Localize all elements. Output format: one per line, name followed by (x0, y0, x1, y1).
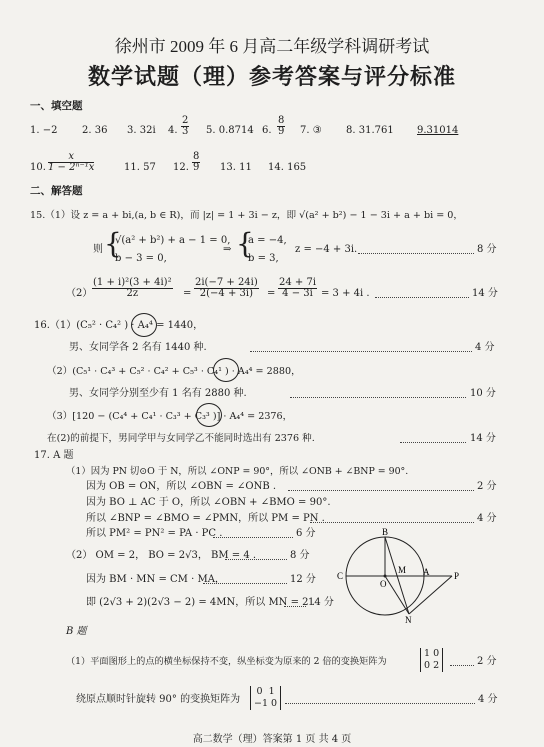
q16-line-1: 16.（1）(C₅² · C₄² ) · A₄⁴ = 1440， (34, 320, 204, 331)
q17-line-7: 因为 BM · MN = CM · MA， (86, 574, 225, 585)
leader-dots (284, 606, 306, 607)
q16-score-3: 14 分 (470, 433, 496, 444)
equals-sign: = (267, 288, 276, 299)
answer-12-fraction: $\frac{8}{9}$ (193, 151, 200, 173)
q17b-score-1: 2 分 (477, 656, 497, 667)
q17-line-1: （1）因为 PN 切⊙O 于 N，所以 ∠ONP = 90°，所以 ∠ONB + ∠BNP = 90°. (66, 466, 409, 477)
label-n: N (405, 615, 412, 625)
q16-score-2: 10 分 (470, 388, 496, 399)
q17-line-6: （2） OM = 2， BO = 2√3， BM = 4 . (66, 550, 257, 561)
q17-line-5: 所以 PM² = PN² = PA · PC . (86, 528, 223, 539)
leader-dots (450, 665, 474, 666)
leader-dots (225, 559, 287, 560)
q16-line-6: 在(2)的前提下，男同学甲与女同学乙不能同时选出有 2376 种. (47, 433, 315, 444)
q16-line-3: （2）(C₅¹ · C₄³ + C₅² · C₄² + C₅³ · C₄¹ ) · A₄⁴ = 2880， (47, 366, 301, 377)
implies-arrow-icon: ⇒ (223, 244, 232, 255)
label-c: C (337, 571, 344, 581)
q16-line-2: 男、女同学各 2 名有 1440 种. (69, 342, 207, 353)
answer-7: 7. ③ (300, 125, 322, 136)
q15-frac-2: $\frac{2i(-7 + 24i)}{2(-4 + 3i)}$ (195, 277, 258, 299)
answer-10-fraction: $\frac{x}{\text{1 − 2ⁿ⁻¹x}}$ (48, 151, 95, 173)
answer-14: 14. 165 (268, 162, 307, 173)
q17b-score-2: 4 分 (478, 694, 498, 705)
exam-title: 徐州市 2009 年 6 月高二年级学科调研考试 (114, 37, 430, 56)
label-b: B (382, 527, 389, 537)
leader-dots (290, 397, 466, 398)
q15-result-a: a = −4, (248, 235, 287, 246)
answer-10-label: 10. (30, 162, 46, 173)
q17-line-4: 所以 ∠BNP = ∠BMO = ∠PMN，所以 PM = PN . (86, 513, 325, 524)
q17-score-4: 8 分 (290, 550, 310, 561)
answer-3: 3. 32i (127, 125, 156, 136)
section-fill-heading: 一、填空题 (30, 100, 83, 112)
matrix-stretch: 1 0 0 2 (420, 648, 443, 672)
answer-6-fraction: $\frac{8}{9}$ (278, 115, 285, 137)
q15-result-b: b = 3, (248, 253, 279, 264)
q15-score-2: 14 分 (472, 288, 498, 299)
leader-dots (203, 583, 287, 584)
section-solve-heading: 二、解答题 (30, 185, 83, 197)
q16-score-1: 4 分 (475, 342, 495, 353)
q16-line-4: 男、女同学分别至少有 1 名有 2880 种. (69, 388, 247, 399)
q17-heading-b: B 题 (66, 626, 87, 637)
q15-then: 则 (93, 244, 103, 255)
q17-line-3: 因为 BO ⊥ AC 于 O，所以 ∠OBN + ∠BMO = 90°. (86, 497, 331, 508)
answer-4-fraction: $\frac{2}{3}$ (182, 115, 189, 137)
circle-tangent-figure (330, 525, 470, 625)
q15-part2-label: （2） (66, 288, 93, 299)
line-o-n (385, 576, 409, 614)
answer-13: 13. 11 (220, 162, 252, 173)
q15-result: = 3 + 4i . (321, 288, 370, 299)
leader-dots (310, 522, 474, 523)
q17-line-8: 即 (2√3 + 2)(2√3 − 2) = 4MN，所以 MN = 2 . (86, 597, 315, 608)
q17-heading-a: 17. A 题 (34, 450, 74, 461)
answer-key-title: 数学试题（理）参考答案与评分标准 (87, 64, 456, 90)
q15-score-1: 8 分 (477, 244, 497, 255)
q17-line-2: 因为 OB = ON，所以 ∠OBN = ∠ONB . (86, 481, 277, 492)
circled-mark (196, 403, 222, 427)
label-a: A (423, 567, 430, 577)
label-m: M (398, 565, 407, 575)
brace-left-icon: { (236, 227, 254, 260)
leader-dots (213, 537, 293, 538)
line-n-p (409, 576, 452, 614)
circled-mark (213, 358, 239, 382)
matrix-rotate: 0 1 −1 0 (250, 686, 281, 710)
leader-dots (250, 351, 472, 352)
circled-mark (131, 313, 157, 337)
q17-score-6: 14 分 (308, 597, 334, 608)
q17-score-5: 12 分 (290, 574, 316, 585)
label-o: O (380, 579, 387, 589)
q15-frac-1: $\frac{\text{(1 + i)²(3 + 4i)²}}{2z}$ (93, 277, 172, 299)
q17b-line-2: 绕原点顺时针旋转 90° 的变换矩阵为 (76, 694, 241, 705)
q17b-line-1: （1）平面图形上的点的横坐标保持不变，纵坐标变为原来的 2 倍的变换矩阵为 (66, 656, 387, 667)
q15-frac-3: $\frac{24 + 7i}{4 - 3i}$ (279, 277, 317, 299)
q17-score-1: 2 分 (477, 481, 497, 492)
answer-1: 1. −2 (30, 125, 58, 136)
brace-left-icon: { (104, 227, 122, 260)
answer-4-label: 4. (168, 125, 178, 136)
answer-11: 11. 57 (124, 162, 156, 173)
point-o (384, 575, 387, 578)
answer-8: 8. 31.761 (346, 125, 394, 136)
q17-score-2: 4 分 (477, 513, 497, 524)
leader-dots (400, 442, 466, 443)
answer-9: 9.31014 (417, 125, 459, 136)
q16-line-5: （3）[120 − (C₄⁴ + C₄¹ · C₃³ + C₃³ )] · A₄⁴ = 2376， (47, 411, 293, 422)
q15-z-value: z = −4 + 3i. (295, 244, 358, 255)
equals-sign: = (183, 288, 192, 299)
q17-score-3: 6 分 (296, 528, 316, 539)
leader-dots (288, 490, 474, 491)
q15-line-1: 15.（1）设 z = a + bi,(a, b ∈ R)，而 |z| = 1 + 3i − z，即 √(a² + b²) − 1 − 3i + a + bi = 0， (30, 210, 463, 221)
leader-dots (285, 703, 475, 704)
answer-5: 5. 0.8714 (206, 125, 254, 136)
q15-system-a: √(a² + b²) + a − 1 = 0, (115, 235, 231, 246)
leader-dots (358, 253, 474, 254)
label-p: P (454, 571, 460, 581)
q15-system-b: b − 3 = 0, (115, 253, 167, 264)
answer-6-label: 6. (262, 125, 272, 136)
answer-2: 2. 36 (82, 125, 108, 136)
leader-dots (375, 297, 469, 298)
answer-12-label: 12. (173, 162, 189, 173)
page-footer: 高二数学（理）答案第 1 页 共 4 页 (192, 734, 352, 745)
